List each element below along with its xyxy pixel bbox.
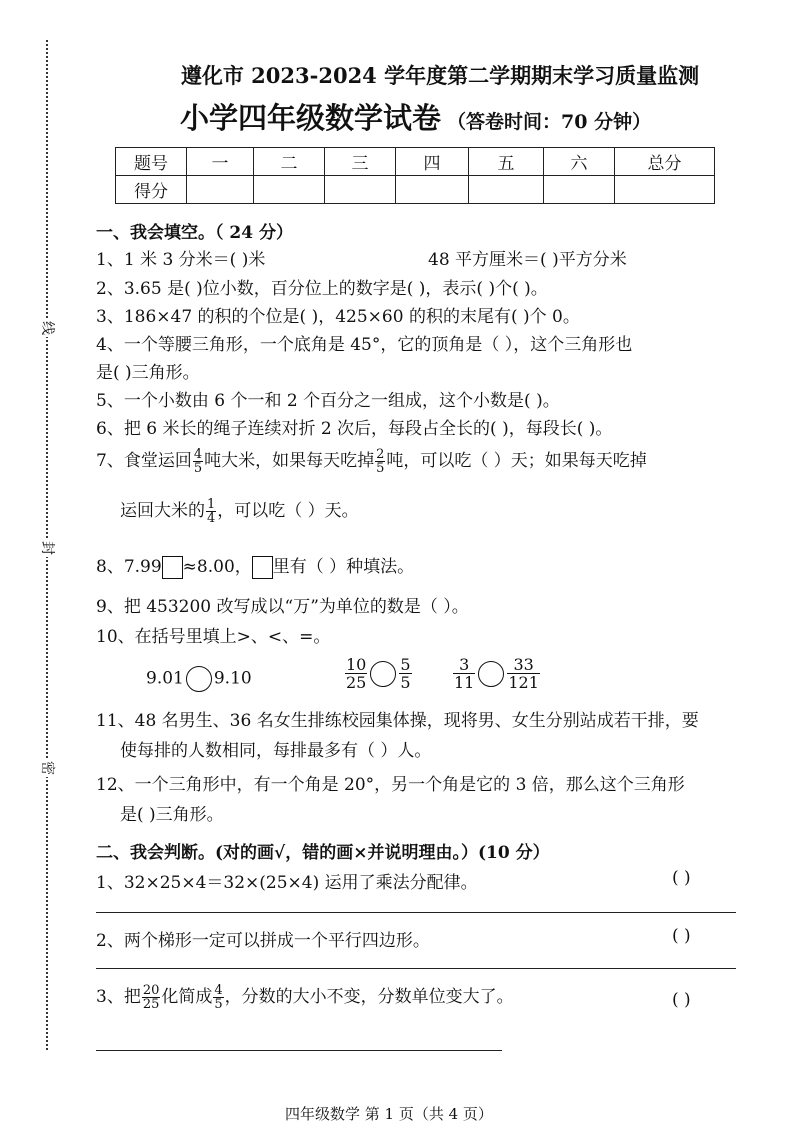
question-4-line2: 是( )三角形。 [96, 363, 200, 383]
question-7-line2 [120, 496, 359, 525]
question-5: 5、一个小数由 6 个一和 2 个百分之一组成，这个小数是( )。 [96, 391, 560, 411]
answer-line[interactable] [96, 1050, 502, 1051]
margin-label-feng: 封 [39, 541, 55, 555]
j3-text: 化简成 [161, 987, 213, 1007]
question-6: 6、把 6 米长的绳子连续对折 2 次后，每段占全长的( )，每段长( )。 [96, 419, 613, 439]
question-7-line1 [96, 446, 647, 475]
q7-text: 吨大米，如果每天吃掉 [204, 451, 375, 471]
blank-square[interactable] [252, 556, 273, 579]
score-input-cell[interactable] [187, 176, 254, 204]
score-input-cell[interactable] [615, 176, 715, 204]
answer-line[interactable] [96, 968, 736, 969]
exam-title: 遵化市 2023-2024 学年度第二学期期末学习质量监测 [180, 63, 700, 88]
margin-label-xian: 线 [39, 321, 55, 335]
score-input-cell[interactable] [254, 176, 325, 204]
score-input-cell[interactable] [544, 176, 615, 204]
question-3: 3、186×47 的积的个位是( )，425×60 的积的末尾有( )个 0。 [96, 307, 580, 327]
q8-text: ≈8.00， [182, 557, 252, 577]
score-table-header-row [116, 148, 715, 176]
score-cell: 得分 [116, 176, 187, 204]
question-8 [96, 552, 414, 579]
fraction: $\frac{5}{5}$ [400, 655, 411, 692]
j3-text: ，分数的大小不变，分数单位变大了。 [224, 987, 514, 1007]
fraction: $\frac{4}{5}$ [193, 447, 203, 476]
paper-title-text: 小学四年级数学试卷 [180, 101, 442, 135]
answer-paren[interactable]: ( ) [672, 926, 691, 946]
question-1a: 1、1 米 3 分米＝( )米 [96, 250, 266, 270]
score-cell: 四 [396, 148, 469, 176]
compare-a [146, 666, 252, 692]
q8-text: 8、7.99 [96, 557, 162, 577]
question-12-line2: 是( )三角形。 [120, 805, 224, 825]
score-cell: 一 [187, 148, 254, 176]
score-cell: 六 [544, 148, 615, 176]
question-4-line1: 4、一个等腰三角形，一个底角是 45°，它的顶角是（ ），这个三角形也 [96, 335, 633, 355]
fraction: $\frac{10}{25}$ [346, 655, 367, 692]
score-cell: 题号 [116, 148, 187, 176]
fraction: $\frac{20}{25}$ [142, 983, 160, 1012]
answer-paren[interactable]: ( ) [672, 868, 691, 888]
judge-2: 2、两个梯形一定可以拼成一个平行四边形。 [96, 931, 430, 951]
question-11-line2: 使每排的人数相同，每排最多有（ ）人。 [120, 741, 432, 761]
section2-heading: 二、我会判断。(对的画√，错的画×并说明理由。）(10 分） [96, 843, 550, 863]
fraction: $\frac{1}{4}$ [207, 497, 216, 526]
page-footer: 四年级数学 第 1 页（共 4 页） [285, 1105, 493, 1123]
fraction: $\frac{33}{121}$ [508, 655, 539, 692]
fraction: $\frac{3}{11}$ [454, 655, 475, 692]
answer-line[interactable] [96, 912, 736, 913]
score-input-cell[interactable] [325, 176, 396, 204]
paper-title [180, 96, 740, 137]
exam-time: （答卷时间：70 分钟） [447, 111, 652, 133]
question-12-line1: 12、一个三角形中，有一个角是 20°，另一个角是它的 3 倍，那么这个三角形 [96, 775, 685, 795]
score-input-cell[interactable] [396, 176, 469, 204]
q7-text: 7、食堂运回 [96, 451, 192, 471]
score-input-cell[interactable] [469, 176, 544, 204]
fraction: $\frac{4}{5}$ [214, 983, 223, 1012]
score-cell: 总分 [615, 148, 715, 176]
q8-text: 里有（ ）种填法。 [272, 557, 415, 577]
score-table-score-row [116, 176, 715, 204]
score-cell: 五 [469, 148, 544, 176]
question-1b: 48 平方厘米＝( )平方分米 [428, 250, 627, 270]
blank-square[interactable] [162, 556, 183, 579]
question-11-line1: 11、48 名男生、36 名女生排练校园集体操，现将男、女生分别站成若干排，要 [96, 711, 699, 731]
compare-b [344, 656, 413, 691]
answer-paren[interactable]: ( ) [672, 990, 691, 1010]
q7-text: ，可以吃（ ）天。 [217, 501, 359, 521]
question-2: 2、3.65 是( )位小数，百分位上的数字是( )，表示( )个( )。 [96, 279, 548, 299]
score-cell: 三 [325, 148, 396, 176]
compare-circle[interactable] [186, 666, 212, 692]
compare-a-left: 9.01 [146, 668, 184, 689]
question-10: 10、在括号里填上>、<、=。 [96, 627, 331, 647]
q7-text: 运回大米的 [120, 501, 205, 521]
judge-3 [96, 982, 514, 1011]
score-table [115, 147, 715, 204]
judge-1: 1、32×25×4＝32×(25×4) 运用了乘法分配律。 [96, 873, 478, 893]
compare-c [452, 656, 541, 691]
compare-a-right: 9.10 [213, 668, 252, 689]
score-cell: 二 [254, 148, 325, 176]
section1-heading: 一、我会填空。（ 24 分） [96, 223, 293, 243]
margin-label-mi: 密 [39, 761, 55, 775]
j3-text: 3、把 [96, 987, 141, 1007]
q7-text: 吨，可以吃（ ）天；如果每天吃掉 [386, 451, 647, 471]
fraction: $\frac{2}{5}$ [376, 447, 385, 476]
question-9: 9、把 453200 改写成以“万”为单位的数是（ ）。 [96, 597, 469, 617]
compare-circle[interactable] [478, 661, 504, 687]
compare-circle[interactable] [370, 661, 396, 687]
